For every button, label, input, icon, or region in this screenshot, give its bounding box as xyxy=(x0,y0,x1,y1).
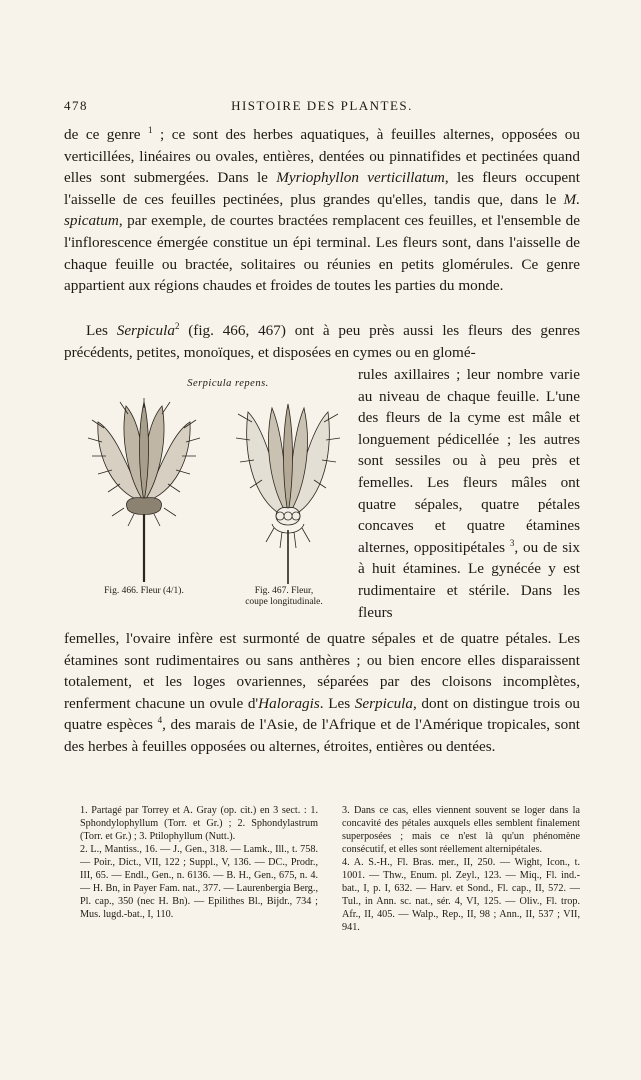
text-run: , ou de six à huit étamines. Le gynécée y est rudimentaire et stérile. Dans les fleurs xyxy=(358,538,580,621)
paragraph-serpicula-intro xyxy=(64,320,580,363)
text-run: de ce genre xyxy=(64,126,149,143)
footnote-ref-3[interactable]: 3 xyxy=(509,537,515,548)
figure-title: Serpicula repens. xyxy=(187,378,269,389)
genus-name: Serpicula xyxy=(354,694,413,712)
genus-name: Serpicula xyxy=(116,322,175,339)
species-name: M. spicatum xyxy=(64,190,580,230)
text-run: (fig. 466, 467) ont à peu près aussi les fleurs des genres précédents, petites, monoïques, et disposées en cymes ou en glomé- xyxy=(64,322,580,361)
page-header xyxy=(64,98,580,118)
footnote-1: 1. Partagé par Torrey et A. Gray (op. cit.) en 3 sect. : 1. Sphondylophyllum (Torr. et Gr.) ; 2. Sphondylastrum (Torr. et Gr.) ; 3. Ptilophyllum (Nutt.). xyxy=(80,805,318,842)
running-title: HISTOIRE DES PLANTES. xyxy=(231,98,413,113)
text-run: femelles, l'ovaire infère est surmonté de quatre sépales et de quatre pétales. Les étamines sont rudimentaires ou sans anthères ; ou bien encore elles disparaissent totalement, et les loges ovariennes, séparées par des cloisons incomplètes, renferment chacune un ovule d' xyxy=(64,630,580,712)
text-run: , des marais de l'Asie, de l'Afrique et de l'Amérique tropicales, sont des herbes à feuilles opposées ou alternes, étroites, entières ou dentées. xyxy=(64,716,581,755)
flower-illustration-466 xyxy=(84,398,204,584)
caption-line: Fig. 467. Fleur, xyxy=(254,586,314,596)
footnote-4: 4. A. S.-H., Fl. Bras. mer., II, 250. — Wight, Icon., t. 1001. — Thw., Enum. pl. Zeyl., 123. — Miq., Fl. ind.-bat., I, p. I, 632. — Harv. et Sond., Fl. cap., II, 572. — Tul., in Ann. sc. nat., sér. 4, VI, 125. — Oliv., Fl. trop. Afr., II, 405. — Walp., Rep., II, 98 ; Ann., II, 537 ; VII, 941. xyxy=(342,857,580,933)
footnote-2: 2. L., Mantiss., 16. — J., Gen., 318. — Lamk., Ill., t. 758. — Poir., Dict., VII, 122 ; Suppl., V, 136. — DC., Prodr., III, 65. — Endl., Gen., n. 6136. — B. H., Gen., 675, n. 4. — H. Bn, in Payer Fam. nat., 377. — Laurenbergia Berg., Pl. cap., 350 (nec H. Bn). — Epilithes Bl., Bijdr., 734 ; Mus. lugd.-bat., I, 110. xyxy=(80,844,318,920)
genus-name: Haloragis xyxy=(258,694,320,712)
species-name: Myriophyllon verticillatum xyxy=(276,169,445,187)
footnote-3: 3. Dans ce cas, elles viennent souvent se loger dans la concavité des pétales auxquels elles semblent finalement superposées ; mais ce n'est là qu'un phénomène consécutif, et elles sont réellement alternipétales. xyxy=(342,805,580,855)
text-run: , les fleurs occupent l'aisselle de ces feuilles pectinées, plus grandes qu'elles, tandis que, dans le xyxy=(64,169,580,208)
footnote-ref-2[interactable]: 2 xyxy=(174,321,180,331)
footnote-ref-1[interactable]: 1 xyxy=(148,125,153,135)
footnote-ref-4[interactable]: 4 xyxy=(157,715,163,726)
page-number: 478 xyxy=(64,98,88,113)
text-run: Les xyxy=(86,322,117,339)
text-run: , par exemple, de courtes bractées remplacent ces feuilles, et l'ensemble de l'inflorescence émergée constitue un épi terminal. Les fleurs sont, dans l'aisselle de chaque feuille ou bractée, solitaires ou réunies en petits glomérules. Ce genre appartient aux régions chaudes et froides de toutes les parties du monde. xyxy=(64,212,580,295)
paragraph-serpicula-side xyxy=(358,364,580,623)
text-run: . Les xyxy=(319,694,355,712)
figure-serpicula xyxy=(64,364,354,614)
footnotes-right-column xyxy=(342,804,580,934)
paragraph-myriophyllon xyxy=(64,124,580,297)
figure-caption-467 xyxy=(214,586,354,608)
flower-section-illustration-467 xyxy=(228,398,348,584)
text-run: ; ce sont des herbes aquatiques, à feuilles alternes, opposées ou verticillées, linéaires ou ovales, entières, dentées ou pinnatifides et pectinées quand elles sont submergées. Dans le xyxy=(64,126,580,187)
text-run: rules axillaires ; leur nombre varie au niveau de chaque feuille. L'une des fleurs de la cyme est mâle et longuement pédicellée ; les autres sont sessiles ou à peu près et femelles. Les fleurs mâles ont quatre sépales, quatre pétales concaves et quatre étamines alternes, oppositipétales xyxy=(358,366,580,556)
figure-caption-466: Fig. 466. Fleur (4/1). xyxy=(104,586,184,596)
footnotes-left-column xyxy=(80,804,318,921)
paragraph-serpicula-continued xyxy=(64,628,580,758)
caption-line: coupe longitudinale. xyxy=(245,597,323,607)
text-run: , dont on distingue trois ou quatre espèces xyxy=(64,694,581,734)
